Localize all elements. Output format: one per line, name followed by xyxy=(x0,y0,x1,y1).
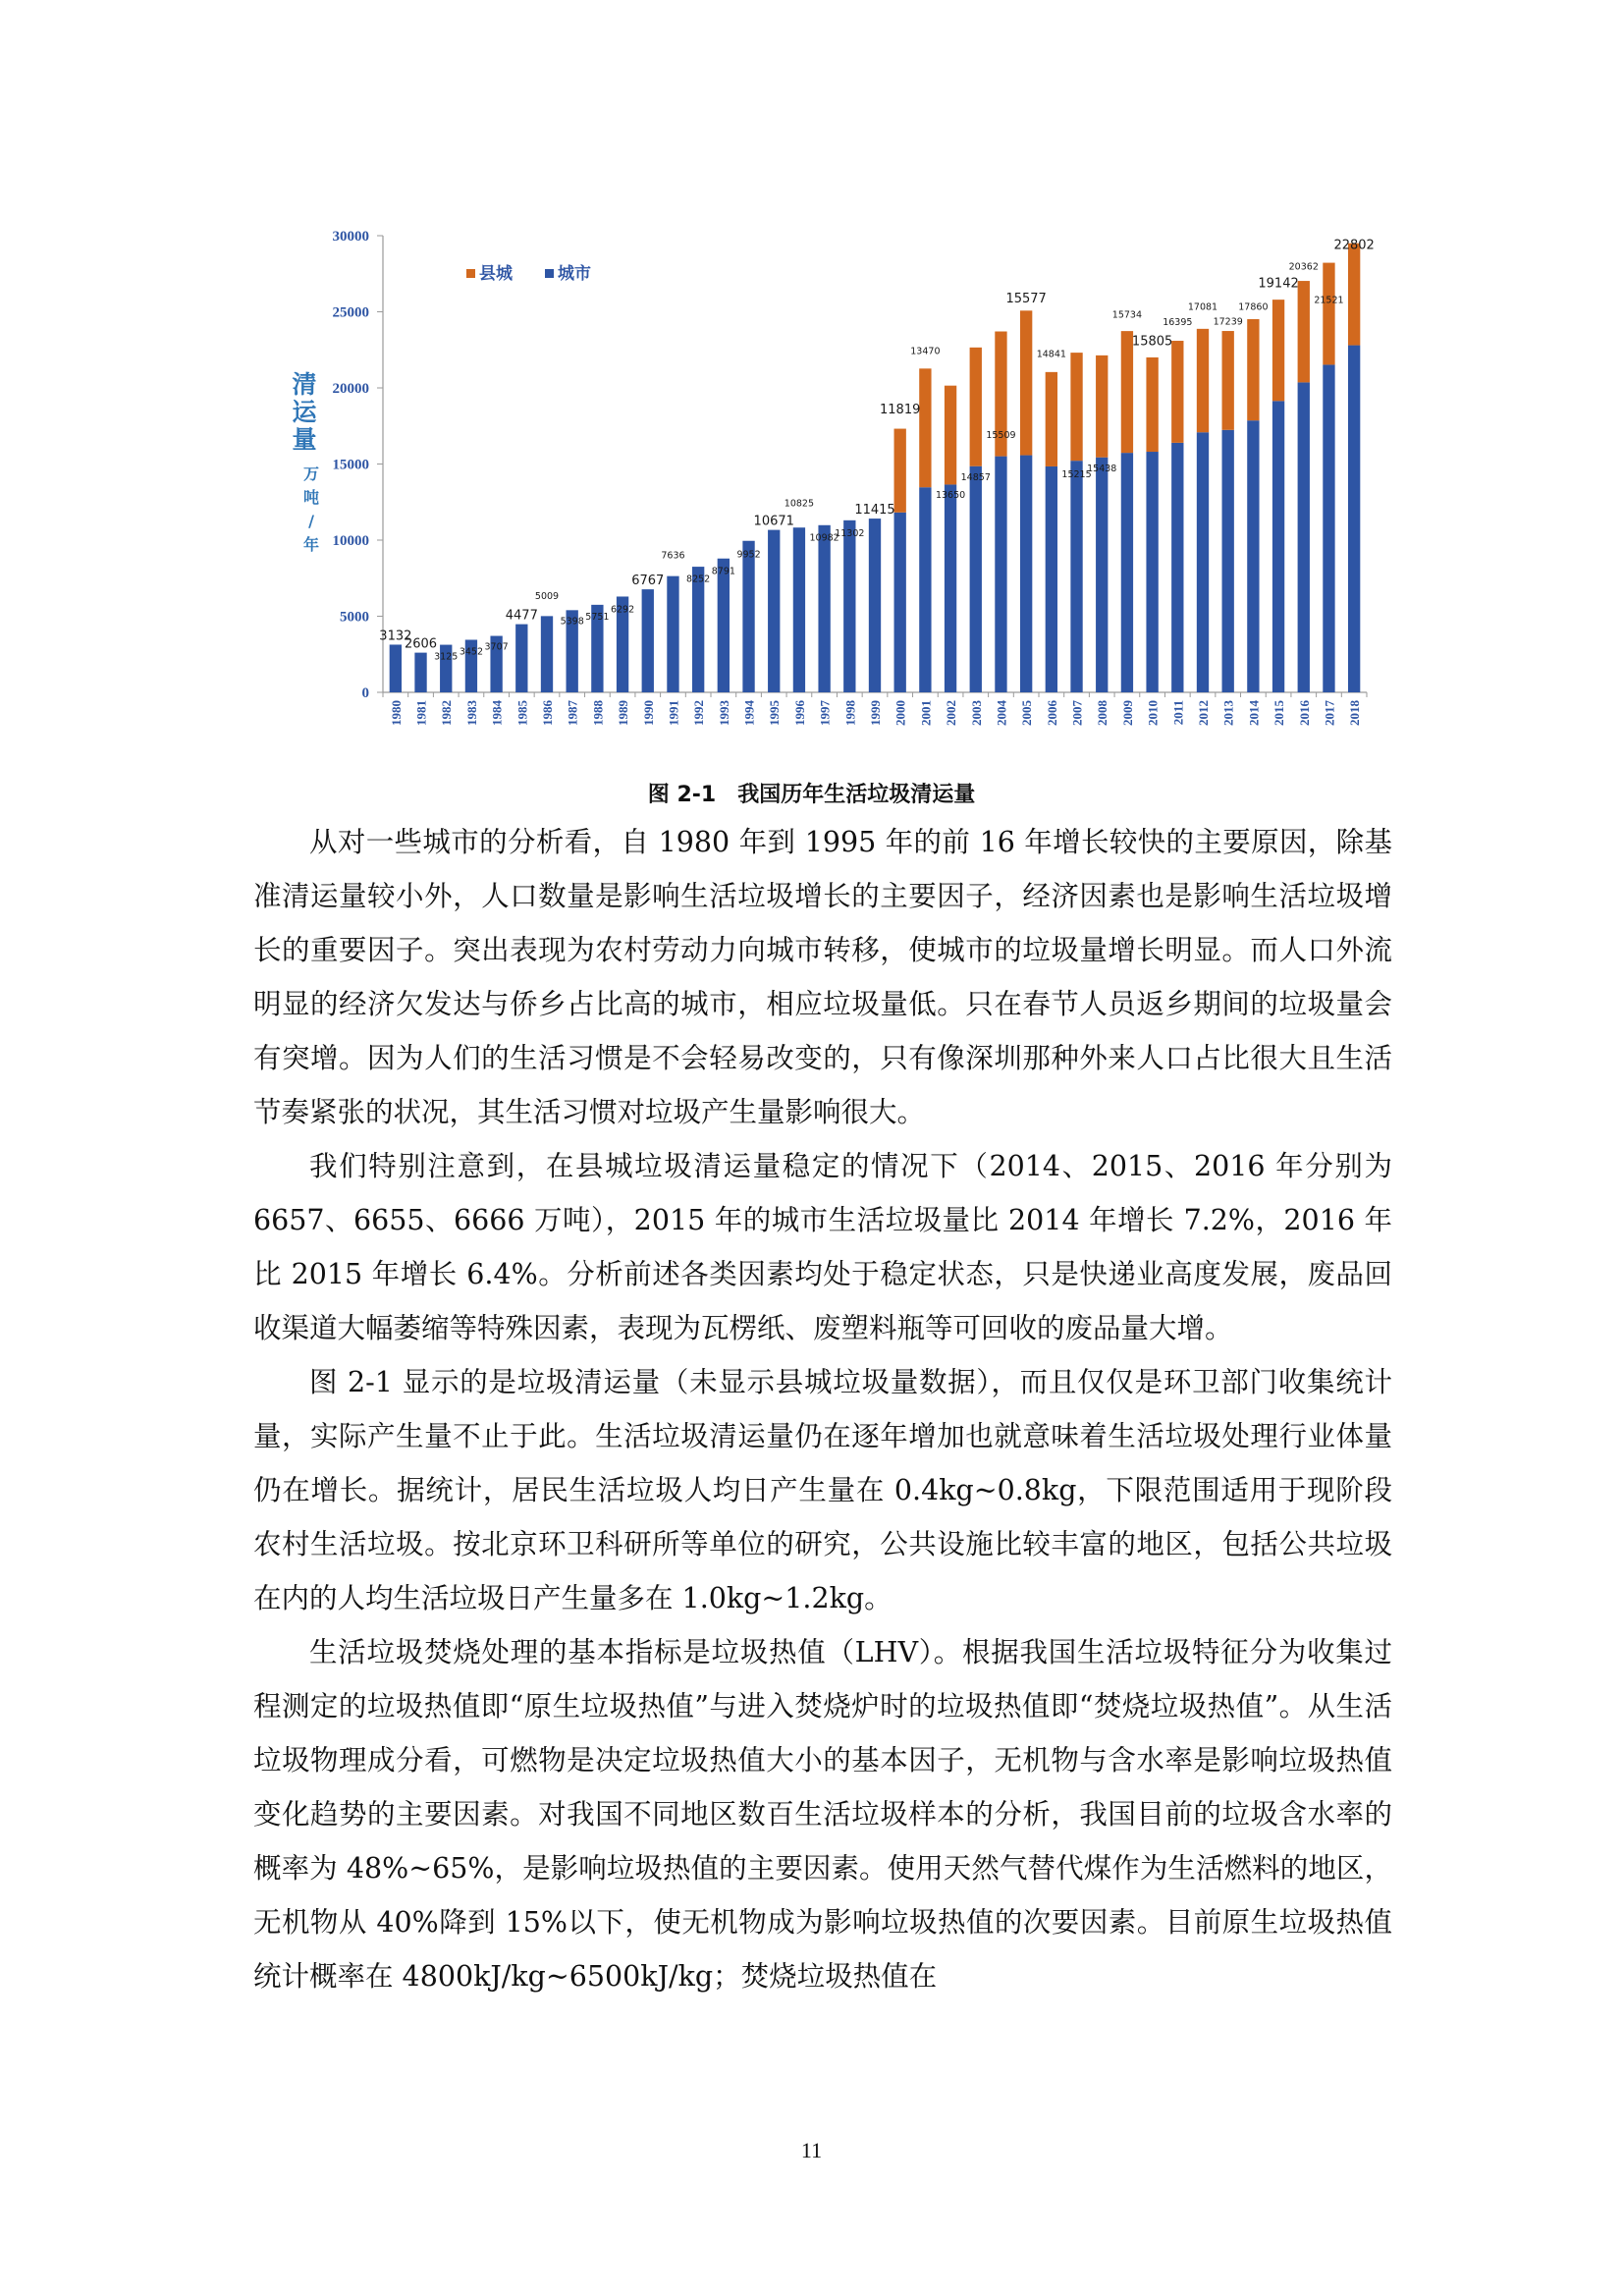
bar-city xyxy=(1121,453,1133,692)
legend-swatch-county xyxy=(466,269,475,278)
x-tick-label: 1991 xyxy=(666,700,681,726)
x-tick-label: 1999 xyxy=(868,700,883,726)
bar-county xyxy=(894,429,906,513)
bar-county xyxy=(945,386,956,485)
bar-county xyxy=(1020,310,1032,455)
x-tick-label: 1994 xyxy=(741,700,757,726)
bar-county xyxy=(1298,281,1310,382)
bar-county xyxy=(1348,244,1360,346)
x-tick-label: 1985 xyxy=(514,700,530,726)
bar-city xyxy=(692,567,704,692)
figure-number: 图 2-1 xyxy=(647,783,717,807)
bar-county xyxy=(919,368,931,487)
bar-city xyxy=(642,589,654,692)
data-label: 11302 xyxy=(835,527,865,539)
bar-county xyxy=(1070,353,1082,461)
bar-city xyxy=(1020,456,1032,692)
x-tick-label: 1983 xyxy=(463,700,479,726)
data-label: 3707 xyxy=(484,641,509,653)
x-tick-label: 1997 xyxy=(817,700,833,726)
paragraph: 生活垃圾焚烧处理的基本指标是垃圾热值（LHV）。根据我国生活垃圾特征分为收集过程测定的垃圾热值即“原生垃圾热值”与进入焚烧炉时的垃圾热值即“焚烧垃圾热值”。从生活垃圾物理成分看，可燃物是决定垃圾热值大小的基本因子，无机物与含水率是影响垃圾热值变化趋势的主要因素。对我国不同地区数百生活垃圾样本的分析，我国目前的垃圾含水率的概率为 48%~65%，是影响垃圾热值的主要因素。使用天然气替代煤作为生活燃料的地区，无机物从 40%降到 15%以下，使无机物成为影响垃圾热值的次要因素。目前原生垃圾热值统计概率在 4800kJ/kg~6500kJ/kg；焚烧垃圾热值在 xyxy=(253,1636,1392,1993)
data-label: 8252 xyxy=(686,574,711,585)
x-tick-label: 2003 xyxy=(968,700,984,726)
page-number: 11 xyxy=(800,2138,823,2162)
bar-city xyxy=(919,487,931,692)
bar-city xyxy=(515,625,527,692)
y-tick-label: 0 xyxy=(361,685,369,701)
x-tick-label: 1995 xyxy=(767,700,783,726)
data-label: 15215 xyxy=(1061,469,1092,481)
data-label: 17239 xyxy=(1213,316,1243,328)
bar-city xyxy=(894,513,906,692)
data-label: 16395 xyxy=(1163,317,1193,329)
figure-title: 我国历年生活垃圾清运量 xyxy=(737,783,976,807)
x-tick-label: 2005 xyxy=(1019,700,1035,726)
bar-city xyxy=(742,541,754,692)
data-label: 10671 xyxy=(753,514,794,529)
bar-city xyxy=(1247,420,1259,692)
bar-county xyxy=(1096,355,1108,458)
bar-county xyxy=(970,348,982,466)
legend-swatch-city xyxy=(545,269,554,278)
x-tick-label: 2008 xyxy=(1095,700,1110,726)
x-tick-label: 1993 xyxy=(716,700,731,726)
x-tick-label: 1982 xyxy=(439,700,455,726)
y-tick-label: 20000 xyxy=(332,381,369,397)
y-axis-unit-char: 年 xyxy=(302,535,320,554)
paragraph: 从对一些城市的分析看，自 1980 年到 1995 年的前 16 年增长较快的主要原因，除基准清运量较小外，人口数量是影响生活垃圾增长的主要因子，经济因素也是影响生活垃圾增长的重要因子。突出表现为农村劳动力向城市转移，使城市的垃圾量增长明显。而人口外流明显的经济欠发达与侨乡占比高的城市，相应垃圾量低。只在春节人员返乡期间的垃圾量会有突增。因为人们的生活习惯是不会轻易改变的，只有像深圳那种外来人口占比很大且生活节奏紧张的状况，其生活习惯对垃圾产生量影响很大。 xyxy=(253,826,1392,1128)
legend-label: 县城 xyxy=(479,264,513,284)
paragraph: 我们特别注意到，在县城垃圾清运量稳定的情况下（2014、2015、2016 年分别为 6657、6655、6666 万吨），2015 年的城市生活垃圾量比 2014 年增长 7.2%，2016 年比 2015 年增长 6.4%。分析前述各类因素均处于稳定状态，只是快递业高度发展，废品回收渠道大幅萎缩等特殊因素，表现为瓦楞纸、废塑料瓶等可回收的废品量大增。 xyxy=(253,1150,1392,1344)
bar-city xyxy=(793,527,805,692)
x-tick-label: 1987 xyxy=(565,700,580,726)
bar-county xyxy=(1121,331,1133,453)
data-label: 3452 xyxy=(459,646,484,658)
bar-city xyxy=(818,525,830,692)
bar-county xyxy=(1146,357,1158,452)
data-label: 20362 xyxy=(1288,261,1319,273)
y-axis-unit-char: 万 xyxy=(302,465,320,483)
bar-city xyxy=(869,519,881,692)
bar-city xyxy=(541,616,553,692)
x-tick-label: 2018 xyxy=(1347,700,1363,726)
bar-city xyxy=(414,653,426,692)
x-tick-label: 2015 xyxy=(1271,700,1287,726)
data-label: 13650 xyxy=(935,490,966,502)
chart-y-tick-labels xyxy=(333,229,370,701)
waste-collection-chart xyxy=(275,216,1384,766)
legend-label: 城市 xyxy=(558,264,591,284)
x-tick-label: 1998 xyxy=(842,700,858,726)
body-text xyxy=(253,815,1392,2003)
bar-city xyxy=(390,644,402,692)
bar-city xyxy=(1222,430,1234,692)
x-tick-label: 2006 xyxy=(1044,700,1059,726)
x-tick-label: 2012 xyxy=(1196,700,1211,726)
data-label: 17860 xyxy=(1238,301,1269,313)
paragraph: 图 2-1 显示的是垃圾清运量（未显示县城垃圾量数据），而且仅仅是环卫部门收集统计量，实际产生量不止于此。生活垃圾清运量仍在逐年增加也就意味着生活垃圾处理行业体量仍在增长。据统计，居民生活垃圾人均日产生量在 0.4kg~0.8kg，下限范围适用于现阶段农村生活垃圾。按北京环卫科研所等单位的研究，公共设施比较丰富的地区，包括公共垃圾在内的人均生活垃圾日产生量多在 1.0kg~1.2kg。 xyxy=(253,1366,1392,1614)
x-tick-label: 1986 xyxy=(540,700,555,726)
data-label: 14857 xyxy=(960,472,991,484)
data-label: 2606 xyxy=(404,636,438,652)
x-tick-label: 2000 xyxy=(893,700,908,726)
data-label: 6292 xyxy=(610,604,635,616)
data-label: 17081 xyxy=(1187,301,1218,313)
bar-city xyxy=(945,484,956,692)
bar-city xyxy=(970,466,982,692)
x-tick-label: 2007 xyxy=(1069,700,1085,726)
x-tick-label: 2011 xyxy=(1170,700,1186,726)
bar-county xyxy=(1272,300,1284,401)
y-axis-unit-char: / xyxy=(308,512,314,530)
chart-y-axis-label xyxy=(292,370,319,554)
data-label: 4477 xyxy=(505,608,538,624)
x-tick-label: 1980 xyxy=(388,700,404,726)
bar-city xyxy=(995,457,1006,692)
x-tick-label: 1992 xyxy=(691,700,707,726)
data-label: 19142 xyxy=(1258,276,1299,292)
bar-county xyxy=(1222,331,1234,430)
bar-county xyxy=(1171,341,1183,443)
y-axis-unit-char: 吨 xyxy=(302,488,320,507)
y-tick-label: 25000 xyxy=(332,304,369,321)
data-label: 3125 xyxy=(434,651,459,663)
x-tick-label: 2014 xyxy=(1246,700,1262,726)
x-tick-label: 2004 xyxy=(994,700,1009,726)
x-tick-label: 1989 xyxy=(616,700,631,726)
bar-city xyxy=(1046,466,1057,692)
bar-county xyxy=(1046,372,1057,466)
bar-city xyxy=(1323,364,1334,692)
data-label: 11819 xyxy=(880,403,921,417)
y-axis-label-char: 量 xyxy=(292,425,317,454)
bar-city xyxy=(843,520,855,692)
bar-city xyxy=(1146,452,1158,692)
x-tick-label: 2013 xyxy=(1220,700,1236,726)
data-label: 5751 xyxy=(585,612,610,624)
bar-city xyxy=(768,530,780,692)
y-tick-label: 15000 xyxy=(332,457,369,473)
x-tick-label: 2017 xyxy=(1322,700,1337,726)
data-label: 15438 xyxy=(1087,463,1117,474)
data-label: 15509 xyxy=(986,429,1016,441)
data-label: 5009 xyxy=(534,591,560,603)
bar-county xyxy=(1247,319,1259,420)
bar-city xyxy=(667,576,678,692)
bar-county xyxy=(1197,329,1209,432)
x-tick-label: 1996 xyxy=(791,700,807,726)
y-tick-label: 10000 xyxy=(332,533,369,549)
y-axis-label-char: 清 xyxy=(292,370,317,399)
data-label: 15734 xyxy=(1111,309,1143,321)
x-tick-label: 2009 xyxy=(1119,700,1135,726)
x-tick-label: 2010 xyxy=(1145,700,1161,726)
data-label: 15805 xyxy=(1131,334,1173,350)
data-label: 21521 xyxy=(1314,295,1344,306)
figure-caption xyxy=(0,778,1623,808)
data-label: 5398 xyxy=(560,616,584,628)
y-axis-label-char: 运 xyxy=(292,398,317,426)
x-tick-label: 2001 xyxy=(918,700,934,726)
data-label: 7636 xyxy=(661,550,685,562)
data-label: 11415 xyxy=(854,503,895,519)
chart-x-tick-labels xyxy=(389,700,1362,727)
x-tick-label: 1981 xyxy=(413,700,429,726)
bar-city xyxy=(718,559,730,692)
bar-city xyxy=(1171,443,1183,692)
data-label: 15577 xyxy=(1005,291,1047,306)
x-tick-label: 2016 xyxy=(1296,700,1312,726)
bar-city xyxy=(1348,346,1360,692)
data-label: 10982 xyxy=(809,532,839,544)
x-tick-label: 1990 xyxy=(640,700,656,726)
x-tick-label: 2002 xyxy=(944,700,959,726)
data-label: 10825 xyxy=(784,498,815,510)
chart-legend xyxy=(466,263,591,284)
bar-city xyxy=(1298,382,1310,692)
data-label: 22802 xyxy=(1333,238,1375,253)
data-label: 3132 xyxy=(379,629,412,644)
data-label: 14841 xyxy=(1036,349,1066,360)
bar-city xyxy=(1272,401,1284,692)
y-tick-label: 5000 xyxy=(340,609,369,626)
bar-city xyxy=(1197,432,1209,692)
bar-county xyxy=(1323,263,1334,365)
bar-city xyxy=(1096,458,1108,692)
x-tick-label: 1984 xyxy=(489,700,505,726)
data-label: 9952 xyxy=(736,549,761,561)
bar-city xyxy=(1070,461,1082,692)
data-label: 8791 xyxy=(711,566,735,577)
y-tick-label: 30000 xyxy=(332,229,369,245)
x-tick-label: 1988 xyxy=(590,700,606,726)
data-label: 13470 xyxy=(910,346,941,357)
data-label: 6767 xyxy=(631,574,665,589)
